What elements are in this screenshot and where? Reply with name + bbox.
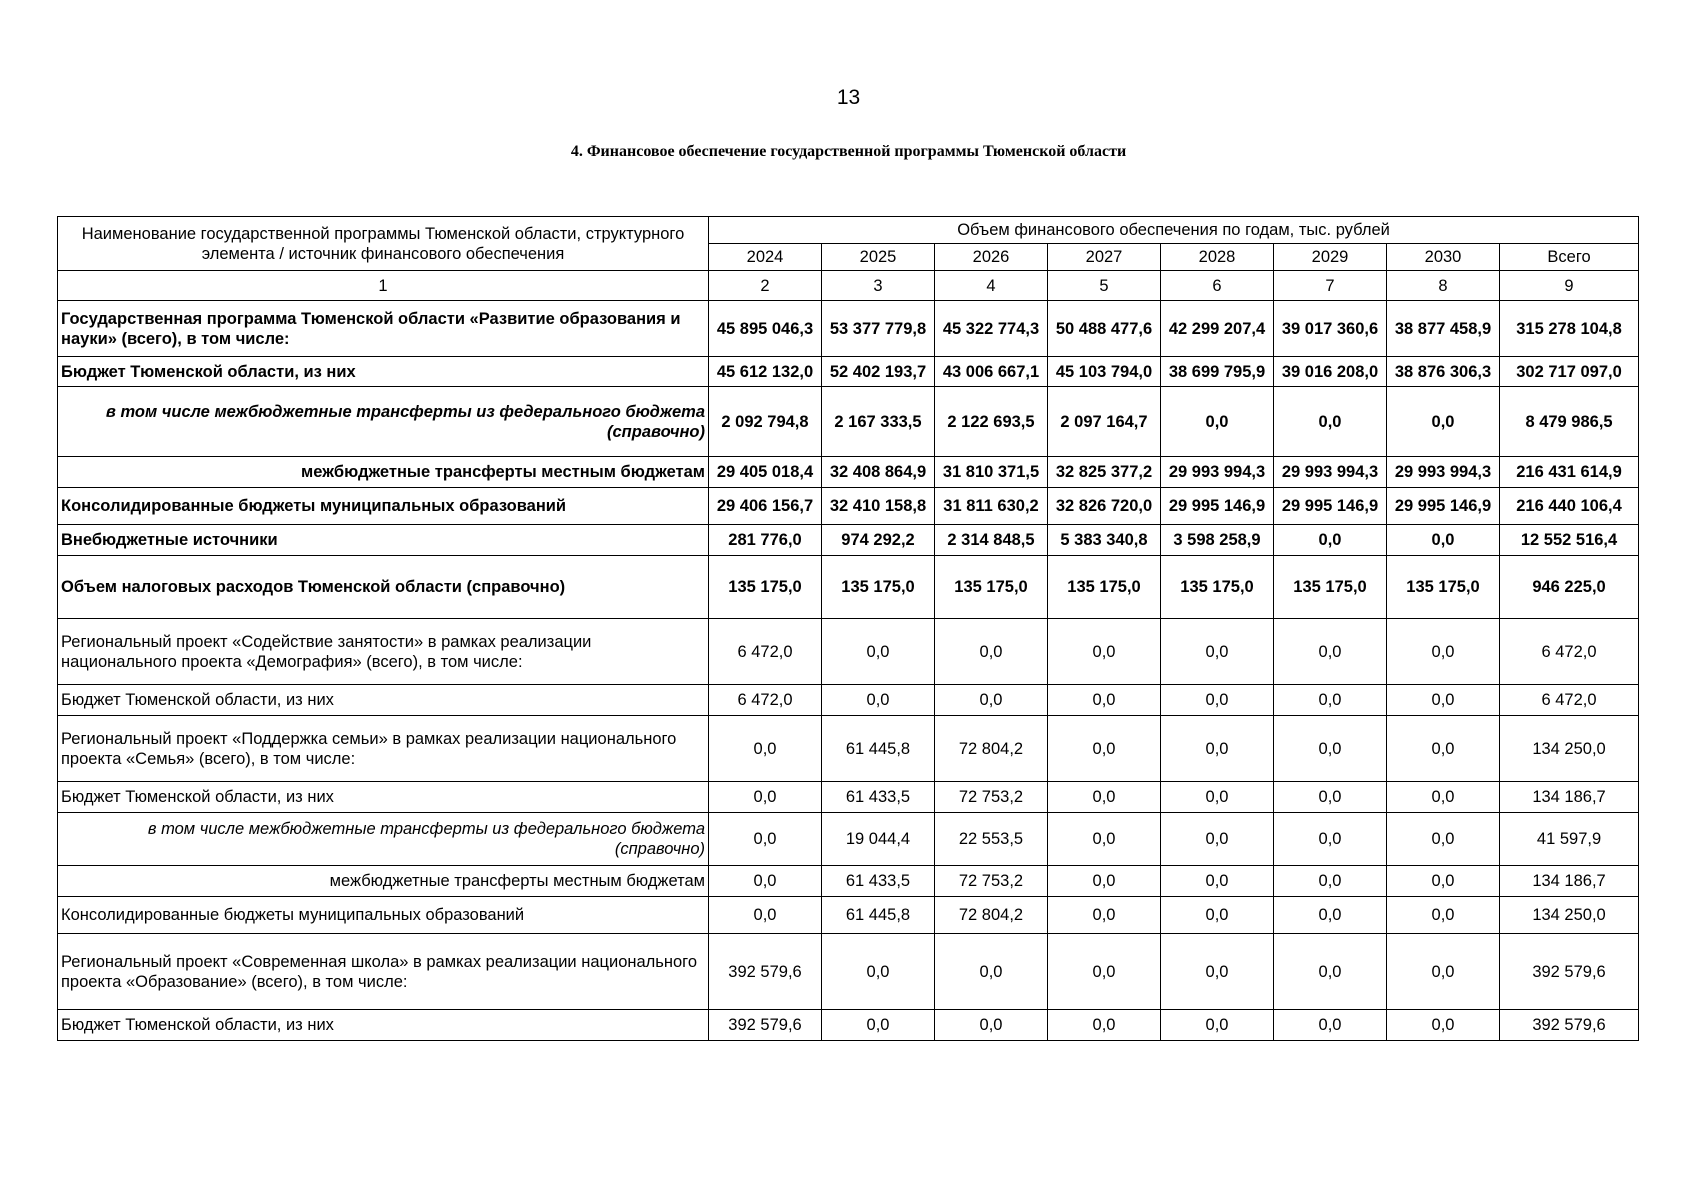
total-cell: 41 597,9 <box>1500 813 1639 866</box>
value-cell: 0,0 <box>1387 525 1500 556</box>
value-cell: 45 103 794,0 <box>1048 357 1161 387</box>
value-cell: 0,0 <box>1048 934 1161 1010</box>
year-header: 2026 <box>935 244 1048 271</box>
value-cell: 2 122 693,5 <box>935 387 1048 457</box>
value-cell: 38 877 458,9 <box>1387 301 1500 357</box>
value-cell: 392 579,6 <box>709 1010 822 1041</box>
value-cell: 29 993 994,3 <box>1161 457 1274 488</box>
value-cell: 0,0 <box>1274 934 1387 1010</box>
table-row <box>58 488 1639 525</box>
value-cell: 2 097 164,7 <box>1048 387 1161 457</box>
header-row <box>58 217 1639 244</box>
value-cell: 0,0 <box>935 619 1048 685</box>
value-cell: 31 810 371,5 <box>935 457 1048 488</box>
value-cell: 6 472,0 <box>709 619 822 685</box>
total-cell: 946 225,0 <box>1500 556 1639 619</box>
value-cell: 0,0 <box>1387 866 1500 897</box>
table-row <box>58 897 1639 934</box>
value-cell: 29 406 156,7 <box>709 488 822 525</box>
total-cell: 216 431 614,9 <box>1500 457 1639 488</box>
row-name: Бюджет Тюменской области, из них <box>58 685 709 716</box>
value-cell: 72 804,2 <box>935 716 1048 782</box>
section-title: 4. Финансовое обеспечение государственной программы Тюменской области <box>570 143 1127 160</box>
value-cell: 42 299 207,4 <box>1161 301 1274 357</box>
row-name: Региональный проект «Современная школа» в рамках реализации национального проекта «Образование» (всего), в том числе: <box>58 934 709 1010</box>
value-cell: 0,0 <box>1387 619 1500 685</box>
value-cell: 0,0 <box>1274 866 1387 897</box>
value-cell: 29 405 018,4 <box>709 457 822 488</box>
value-cell: 61 433,5 <box>822 782 935 813</box>
value-cell: 0,0 <box>822 619 935 685</box>
value-cell: 0,0 <box>1387 813 1500 866</box>
value-cell: 0,0 <box>709 813 822 866</box>
value-cell: 0,0 <box>1274 897 1387 934</box>
value-cell: 32 410 158,8 <box>822 488 935 525</box>
year-header: 2027 <box>1048 244 1161 271</box>
table-row <box>58 782 1639 813</box>
value-cell: 0,0 <box>1274 685 1387 716</box>
value-cell: 0,0 <box>1274 782 1387 813</box>
value-cell: 0,0 <box>1048 619 1161 685</box>
value-cell: 0,0 <box>1387 716 1500 782</box>
value-cell: 22 553,5 <box>935 813 1048 866</box>
value-cell: 29 993 994,3 <box>1387 457 1500 488</box>
total-cell: 302 717 097,0 <box>1500 357 1639 387</box>
value-cell: 0,0 <box>1161 619 1274 685</box>
value-cell: 0,0 <box>1387 387 1500 457</box>
total-cell: 6 472,0 <box>1500 685 1639 716</box>
value-cell: 0,0 <box>1274 716 1387 782</box>
value-cell: 61 445,8 <box>822 716 935 782</box>
year-header: 2025 <box>822 244 935 271</box>
value-cell: 45 612 132,0 <box>709 357 822 387</box>
row-name: Консолидированные бюджеты муниципальных образований <box>58 488 709 525</box>
total-cell: 12 552 516,4 <box>1500 525 1639 556</box>
table-row <box>58 556 1639 619</box>
value-cell: 43 006 667,1 <box>935 357 1048 387</box>
value-cell: 0,0 <box>1161 782 1274 813</box>
value-cell: 0,0 <box>935 1010 1048 1041</box>
value-cell: 392 579,6 <box>709 934 822 1010</box>
value-cell: 0,0 <box>1387 897 1500 934</box>
value-cell: 0,0 <box>1048 813 1161 866</box>
total-cell: 216 440 106,4 <box>1500 488 1639 525</box>
value-cell: 135 175,0 <box>822 556 935 619</box>
value-cell: 0,0 <box>709 716 822 782</box>
value-cell: 19 044,4 <box>822 813 935 866</box>
value-cell: 61 445,8 <box>822 897 935 934</box>
volume-header: Объем финансового обеспечения по годам, тыс. рублей <box>709 217 1639 244</box>
total-header: Всего <box>1500 244 1639 271</box>
value-cell: 0,0 <box>1161 387 1274 457</box>
table-row <box>58 685 1639 716</box>
table-row <box>58 457 1639 488</box>
total-cell: 392 579,6 <box>1500 934 1639 1010</box>
total-cell: 315 278 104,8 <box>1500 301 1639 357</box>
row-name: Региональный проект «Содействие занятости» в рамках реализации национального проекта «Демография» (всего), в том числе: <box>58 619 709 685</box>
value-cell: 32 825 377,2 <box>1048 457 1161 488</box>
value-cell: 0,0 <box>1161 685 1274 716</box>
value-cell: 0,0 <box>1048 782 1161 813</box>
table-row <box>58 619 1639 685</box>
row-name: Объем налоговых расходов Тюменской области (справочно) <box>58 556 709 619</box>
column-number: 1 <box>58 271 709 301</box>
page-number: 13 <box>836 86 861 109</box>
value-cell: 50 488 477,6 <box>1048 301 1161 357</box>
column-number: 9 <box>1500 271 1639 301</box>
value-cell: 0,0 <box>822 1010 935 1041</box>
row-name: межбюджетные трансферты местным бюджетам <box>58 866 709 897</box>
column-numbers-row <box>58 271 1639 301</box>
value-cell: 32 826 720,0 <box>1048 488 1161 525</box>
row-name: Внебюджетные источники <box>58 525 709 556</box>
value-cell: 0,0 <box>709 897 822 934</box>
value-cell: 0,0 <box>709 866 822 897</box>
value-cell: 0,0 <box>1048 897 1161 934</box>
value-cell: 0,0 <box>1387 934 1500 1010</box>
value-cell: 0,0 <box>935 685 1048 716</box>
value-cell: 0,0 <box>1048 866 1161 897</box>
year-header: 2030 <box>1387 244 1500 271</box>
value-cell: 5 383 340,8 <box>1048 525 1161 556</box>
value-cell: 29 995 146,9 <box>1387 488 1500 525</box>
value-cell: 0,0 <box>709 782 822 813</box>
value-cell: 0,0 <box>1274 619 1387 685</box>
total-cell: 6 472,0 <box>1500 619 1639 685</box>
year-header: 2029 <box>1274 244 1387 271</box>
total-cell: 134 186,7 <box>1500 782 1639 813</box>
value-cell: 72 804,2 <box>935 897 1048 934</box>
value-cell: 0,0 <box>1161 716 1274 782</box>
row-name: в том числе межбюджетные трансферты из федерального бюджета (справочно) <box>58 387 709 457</box>
financing-table <box>57 216 1639 1041</box>
value-cell: 2 314 848,5 <box>935 525 1048 556</box>
value-cell: 135 175,0 <box>1387 556 1500 619</box>
value-cell: 0,0 <box>1274 813 1387 866</box>
table-row <box>58 934 1639 1010</box>
value-cell: 135 175,0 <box>935 556 1048 619</box>
table-row <box>58 716 1639 782</box>
value-cell: 0,0 <box>1274 525 1387 556</box>
value-cell: 52 402 193,7 <box>822 357 935 387</box>
table-row <box>58 301 1639 357</box>
table-row <box>58 387 1639 457</box>
value-cell: 0,0 <box>1048 685 1161 716</box>
value-cell: 38 699 795,9 <box>1161 357 1274 387</box>
year-header: 2028 <box>1161 244 1274 271</box>
value-cell: 72 753,2 <box>935 866 1048 897</box>
value-cell: 0,0 <box>1387 685 1500 716</box>
value-cell: 0,0 <box>1387 782 1500 813</box>
value-cell: 45 895 046,3 <box>709 301 822 357</box>
value-cell: 135 175,0 <box>1274 556 1387 619</box>
value-cell: 29 993 994,3 <box>1274 457 1387 488</box>
value-cell: 0,0 <box>822 685 935 716</box>
column-number: 5 <box>1048 271 1161 301</box>
name-column-header: Наименование государственной программы Тюменской области, структурного элемента / источник финансового обеспечения <box>58 217 709 271</box>
table-row <box>58 525 1639 556</box>
row-name: межбюджетные трансферты местным бюджетам <box>58 457 709 488</box>
row-name: Бюджет Тюменской области, из них <box>58 357 709 387</box>
value-cell: 53 377 779,8 <box>822 301 935 357</box>
value-cell: 29 995 146,9 <box>1274 488 1387 525</box>
table-row <box>58 357 1639 387</box>
value-cell: 135 175,0 <box>1161 556 1274 619</box>
total-cell: 134 250,0 <box>1500 716 1639 782</box>
value-cell: 281 776,0 <box>709 525 822 556</box>
year-header: 2024 <box>709 244 822 271</box>
value-cell: 0,0 <box>1161 813 1274 866</box>
row-name: Региональный проект «Поддержка семьи» в рамках реализации национального проекта «Семья» (всего), в том числе: <box>58 716 709 782</box>
row-name: Государственная программа Тюменской области «Развитие образования и науки» (всего), в том числе: <box>58 301 709 357</box>
value-cell: 0,0 <box>1161 934 1274 1010</box>
value-cell: 29 995 146,9 <box>1161 488 1274 525</box>
column-number: 4 <box>935 271 1048 301</box>
value-cell: 135 175,0 <box>709 556 822 619</box>
value-cell: 61 433,5 <box>822 866 935 897</box>
table-row <box>58 866 1639 897</box>
row-name: в том числе межбюджетные трансферты из федерального бюджета (справочно) <box>58 813 709 866</box>
value-cell: 0,0 <box>1387 1010 1500 1041</box>
value-cell: 6 472,0 <box>709 685 822 716</box>
value-cell: 0,0 <box>1274 1010 1387 1041</box>
value-cell: 0,0 <box>1161 1010 1274 1041</box>
row-name: Бюджет Тюменской области, из них <box>58 1010 709 1041</box>
value-cell: 39 016 208,0 <box>1274 357 1387 387</box>
column-number: 6 <box>1161 271 1274 301</box>
value-cell: 72 753,2 <box>935 782 1048 813</box>
total-cell: 134 186,7 <box>1500 866 1639 897</box>
total-cell: 134 250,0 <box>1500 897 1639 934</box>
value-cell: 0,0 <box>822 934 935 1010</box>
table-row <box>58 1010 1639 1041</box>
column-number: 7 <box>1274 271 1387 301</box>
value-cell: 0,0 <box>1048 1010 1161 1041</box>
column-number: 3 <box>822 271 935 301</box>
row-name: Бюджет Тюменской области, из них <box>58 782 709 813</box>
value-cell: 2 092 794,8 <box>709 387 822 457</box>
total-cell: 392 579,6 <box>1500 1010 1639 1041</box>
value-cell: 38 876 306,3 <box>1387 357 1500 387</box>
value-cell: 2 167 333,5 <box>822 387 935 457</box>
table-body <box>58 301 1639 1041</box>
value-cell: 32 408 864,9 <box>822 457 935 488</box>
value-cell: 974 292,2 <box>822 525 935 556</box>
column-number: 2 <box>709 271 822 301</box>
value-cell: 0,0 <box>1161 866 1274 897</box>
table-row <box>58 813 1639 866</box>
value-cell: 45 322 774,3 <box>935 301 1048 357</box>
value-cell: 39 017 360,6 <box>1274 301 1387 357</box>
value-cell: 31 811 630,2 <box>935 488 1048 525</box>
value-cell: 135 175,0 <box>1048 556 1161 619</box>
value-cell: 0,0 <box>935 934 1048 1010</box>
total-cell: 8 479 986,5 <box>1500 387 1639 457</box>
value-cell: 0,0 <box>1048 716 1161 782</box>
value-cell: 3 598 258,9 <box>1161 525 1274 556</box>
column-number: 8 <box>1387 271 1500 301</box>
value-cell: 0,0 <box>1161 897 1274 934</box>
row-name: Консолидированные бюджеты муниципальных образований <box>58 897 709 934</box>
value-cell: 0,0 <box>1274 387 1387 457</box>
